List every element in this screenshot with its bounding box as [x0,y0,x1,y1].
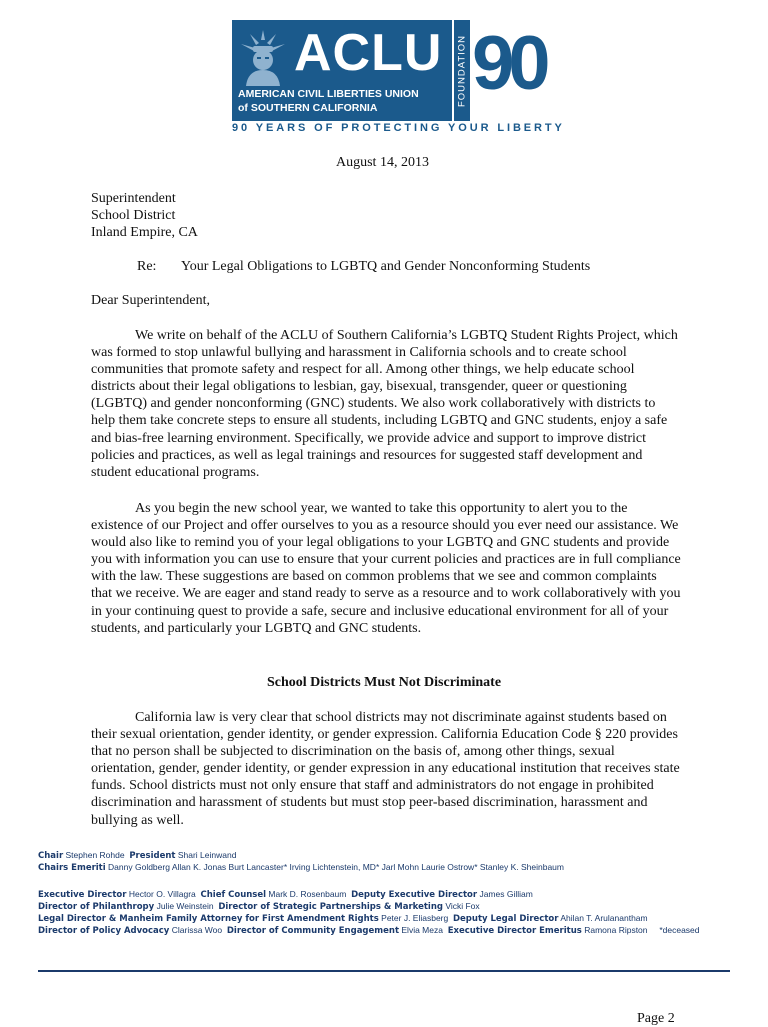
subject-line [137,259,590,275]
logo-anniversary-number: 90 [472,21,545,106]
footer-name: Clarissa Woo [171,925,223,935]
address-line: School District [91,208,176,223]
logo-foundation-text: FOUNDATION [456,34,468,107]
footer-title: Director of Philanthropy [38,902,155,912]
logo-tagline: 90 YEARS OF PROTECTING YOUR LIBERTY [232,122,565,134]
footer-name: Mark D. Rosenbaum [268,889,347,899]
body-paragraph-2: As you begin the new school year, we wanted to take this opportunity to alert you to the existence of our Project and offer ourselves to you as a resource should you ever need our assistance. We would also like to remind you of your legal obligations to your LGBTQ and GNC students and provide you with information you can use to ensure that your current policies and practices are in full compliance with the law. These suggestions are based on common problems that we see and common complaints that we receive. We are eager and stand ready to serve as a resource and to work collaboratively with you in your continuing quest to provide a safe, secure and inclusive educational environment for all of your students, and particularly your LGBTQ and GNC students. [91,501,681,636]
address-line: Superintendent [91,191,176,206]
body-paragraph-1: We write on behalf of the ACLU of Southern California’s LGBTQ Student Rights Project, which was formed to stop unlawful bullying and harassment in California schools and to create school communities that promote safety and respect for all. Among other things, we help educate school districts about their legal obligations to lesbian, gay, bisexual, transgender, queer or questioning (LGBTQ) and gender nonconforming (GNC) students. We also work collaboratively with districts to help them take concrete steps to ensure all students, including LGBTQ and GNC students, enjoy a safe and bias-free learning environment. Specifically, we provide advice and support to improve district policies and practices, as well as legal trainings and resources for suggested staff development and student educational programs. [91,328,678,480]
salutation: Dear Superintendent, [91,293,210,308]
footer-title: Chief Counsel [200,890,267,900]
subject-label: Re: [137,259,157,274]
footer-title: Deputy Executive Director [351,890,478,900]
footer-row-emeriti [38,862,738,874]
section-heading: School Districts Must Not Discriminate [266,675,502,690]
footer-name: Danny Goldberg Allan K. Jonas Burt Lancaster* Irving Lichtenstein, MD* Jarl Mohn Laurie Ostrow* Stanley K. Sheinbaum [108,862,564,872]
recipient-address [91,190,198,241]
footer-name: Ahilan T. Arulanantham [560,913,648,923]
footer-deceased-note: *deceased [659,925,700,935]
footer-name: Shari Leinwand [177,850,237,860]
logo-org-region: of SOUTHERN CALIFORNIA [238,102,378,114]
logo-box [232,20,452,121]
logo-foundation-band [454,20,470,121]
subject-text: Your Legal Obligations to LGBTQ and Gender Nonconforming Students [181,259,591,274]
footer-name: Julie Weinstein [156,901,214,911]
footer-title: Executive Director [38,890,127,900]
footer-name: Hector O. Villagra [128,889,196,899]
footer-title: Director of Policy Advocacy [38,926,170,936]
statue-of-liberty-icon [236,26,290,86]
footer-name: Elvia Meza [401,925,443,935]
footer-title: Chairs Emeriti [38,863,106,873]
footer-title: Deputy Legal Director [452,914,559,924]
footer-row-legal [38,913,738,925]
footer-name: Ramona Ripston [584,925,648,935]
footer-name: Peter J. Eliasberg [381,913,449,923]
footer-row-policy [38,925,738,937]
body-paragraph-3: California law is very clear that school districts may not discriminate against students based on their sexual orientation, gender identity, or gender expression. California Education Code § 220 provides that no person shall be subjected to discrimination on the basis of, among other things, sexual orientation, gender, gender identity, or gender expression in any educational institution that receives state funds. School districts must not only ensure that staff and administrators do not engage in prohibited discrimination and harassment of students but must stop peer-based discrimination, harassment and bullying as well. [91,710,680,828]
footer-name: Stephen Rohde [65,850,125,860]
footer-title: Director of Strategic Partnerships & Marketing [218,902,443,912]
footer-row-chairs [38,850,738,862]
footer-row-executives [38,889,738,901]
letterhead-footer [38,850,738,937]
footer-name: James Gilliam [479,889,533,899]
footer-title: Legal Director & Manheim Family Attorney for First Amendment Rights [38,914,379,924]
footer-title: Director of Community Engagement [226,926,400,936]
address-line: Inland Empire, CA [91,225,198,240]
footer-row-directors [38,901,738,913]
footer-name: Vicki Fox [445,901,480,911]
footer-title: Executive Director Emeritus [447,926,582,936]
letter-date: August 14, 2013 [336,155,429,170]
page-number: Page 2 [637,1011,675,1026]
aclu-logo [232,20,565,138]
logo-org-name: AMERICAN CIVIL LIBERTIES UNION [238,88,419,100]
footer-title: Chair [38,851,64,861]
footer-divider [38,970,730,972]
logo-acronym: ACLU [294,24,443,82]
footer-title: President [129,851,176,861]
